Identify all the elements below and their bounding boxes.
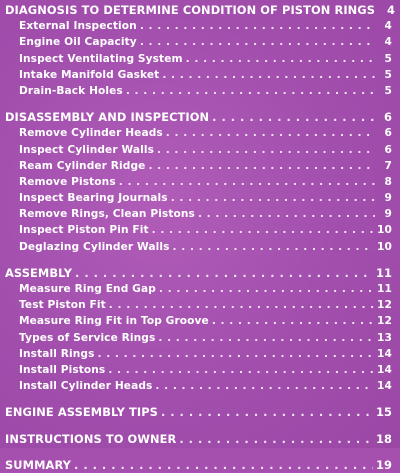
dot-leader [108, 362, 374, 378]
page-number: 11 [375, 265, 392, 280]
toc-entry [5, 378, 392, 394]
page-number: 5 [384, 52, 392, 65]
toc-entry [5, 51, 392, 67]
section-spacer [5, 447, 392, 457]
page-number: 9 [384, 192, 392, 205]
page-number: 11 [377, 283, 392, 295]
toc-entry [5, 313, 392, 329]
section-spacer [5, 99, 392, 109]
dot-leader [148, 158, 375, 174]
entry-label: Remove Rings, Clean Pistons [19, 208, 195, 221]
toc-entry [5, 362, 392, 378]
entry-label: Measure Ring Fit in Top Groove [19, 315, 209, 328]
section-title: DISASSEMBLY AND INSPECTION [5, 110, 210, 125]
entry-label: Remove Cylinder Heads [19, 127, 163, 140]
entry-label: Install Rings [19, 347, 95, 360]
dot-leader [152, 222, 374, 238]
toc-entry [5, 330, 392, 346]
toc-entry [5, 125, 392, 141]
page-number: 14 [377, 363, 392, 376]
section-spacer [5, 255, 392, 265]
toc-entry [5, 34, 392, 50]
toc-entry [5, 190, 392, 206]
entry-label: Inspect Piston Pin Fit [19, 224, 149, 237]
page-number: 12 [377, 315, 392, 328]
toc-entry [5, 206, 392, 222]
toc-section-heading [5, 265, 392, 281]
dot-leader [155, 378, 374, 394]
toc-entry [5, 222, 392, 238]
toc-entry [5, 239, 392, 255]
toc-entry [5, 67, 392, 83]
page-number: 6 [384, 143, 392, 156]
page-number: 10 [377, 224, 392, 237]
page-number: 4 [384, 36, 392, 49]
entry-label: Engine Oil Capacity [19, 36, 137, 49]
dot-leader [166, 125, 375, 141]
dot-leader [109, 297, 374, 313]
toc-entry [5, 158, 392, 174]
toc-section-heading [5, 404, 392, 420]
entry-label: Drain-Back Holes [19, 84, 123, 97]
toc-section-heading [5, 109, 392, 125]
page-number: 10 [377, 240, 392, 253]
dot-leader [179, 431, 373, 447]
section-title: SUMMARY [5, 457, 72, 472]
section-title: INSTRUCTIONS TO OWNER [5, 431, 177, 446]
dot-leader [126, 83, 375, 99]
page-number: 13 [377, 331, 392, 344]
entry-label: Install Cylinder Heads [19, 380, 153, 393]
entry-label: Install Pistons [19, 363, 106, 376]
entry-label: Inspect Cylinder Walls [19, 143, 154, 156]
page-number: 12 [377, 299, 392, 312]
page-number: 15 [375, 405, 392, 420]
dot-leader [97, 346, 374, 362]
entry-label: External Inspection [19, 20, 137, 33]
section-title: DIAGNOSIS TO DETERMINE CONDITION OF PISTON RINGS [5, 3, 376, 17]
page-number: 5 [384, 84, 392, 97]
dot-leader [159, 281, 374, 297]
page-number: 9 [384, 208, 392, 221]
dot-leader [212, 313, 374, 329]
section-title: ASSEMBLY [5, 265, 73, 280]
dot-leader [157, 142, 375, 158]
dot-leader [75, 265, 373, 281]
section-title: ENGINE ASSEMBLY TIPS [5, 405, 158, 420]
toc-section-heading [5, 457, 392, 473]
page-number: 14 [377, 380, 392, 393]
toc-entry [5, 83, 392, 99]
section-spacer [5, 421, 392, 431]
toc-entry [5, 281, 392, 297]
dot-leader [171, 190, 375, 206]
page-number: 6 [384, 127, 392, 140]
toc-section-heading [5, 431, 392, 447]
section-spacer [5, 394, 392, 404]
dot-leader [161, 404, 373, 420]
page-number: 14 [377, 347, 392, 360]
page-number: 6 [383, 110, 392, 125]
entry-label: Inspect Bearing Journals [19, 192, 168, 205]
page-number: 7 [384, 159, 392, 172]
toc-section-heading [5, 2, 396, 18]
entry-label: Remove Pistons [19, 175, 116, 188]
dot-leader [173, 239, 375, 255]
toc-entry [5, 174, 392, 190]
entry-label: Types of Service Rings [19, 331, 156, 344]
dot-leader [186, 51, 375, 67]
dot-leader [158, 330, 374, 346]
entry-label: Ream Cylinder Ridge [19, 159, 146, 172]
entry-label: Measure Ring End Gap [19, 283, 156, 295]
dot-leader [162, 67, 375, 83]
dot-leader [212, 109, 375, 125]
dot-leader [140, 34, 375, 50]
page-number: 4 [387, 3, 396, 17]
page-number: 19 [375, 457, 392, 472]
dot-leader [119, 174, 375, 190]
entry-label: Deglazing Cylinder Walls [19, 240, 170, 253]
page-number: 4 [384, 20, 392, 33]
dot-leader [140, 18, 375, 34]
entry-label: Test Piston Fit [19, 299, 106, 312]
toc-entry [5, 18, 392, 34]
entry-label: Inspect Ventilating System [19, 52, 183, 65]
entry-label: Intake Manifold Gasket [19, 68, 160, 81]
page-number: 18 [375, 431, 392, 446]
page-number: 8 [384, 175, 392, 188]
dot-leader [74, 457, 373, 473]
dot-leader [198, 206, 375, 222]
toc-entry [5, 297, 392, 313]
toc-entry [5, 346, 392, 362]
toc-entry [5, 142, 392, 158]
page-number: 5 [384, 68, 392, 81]
